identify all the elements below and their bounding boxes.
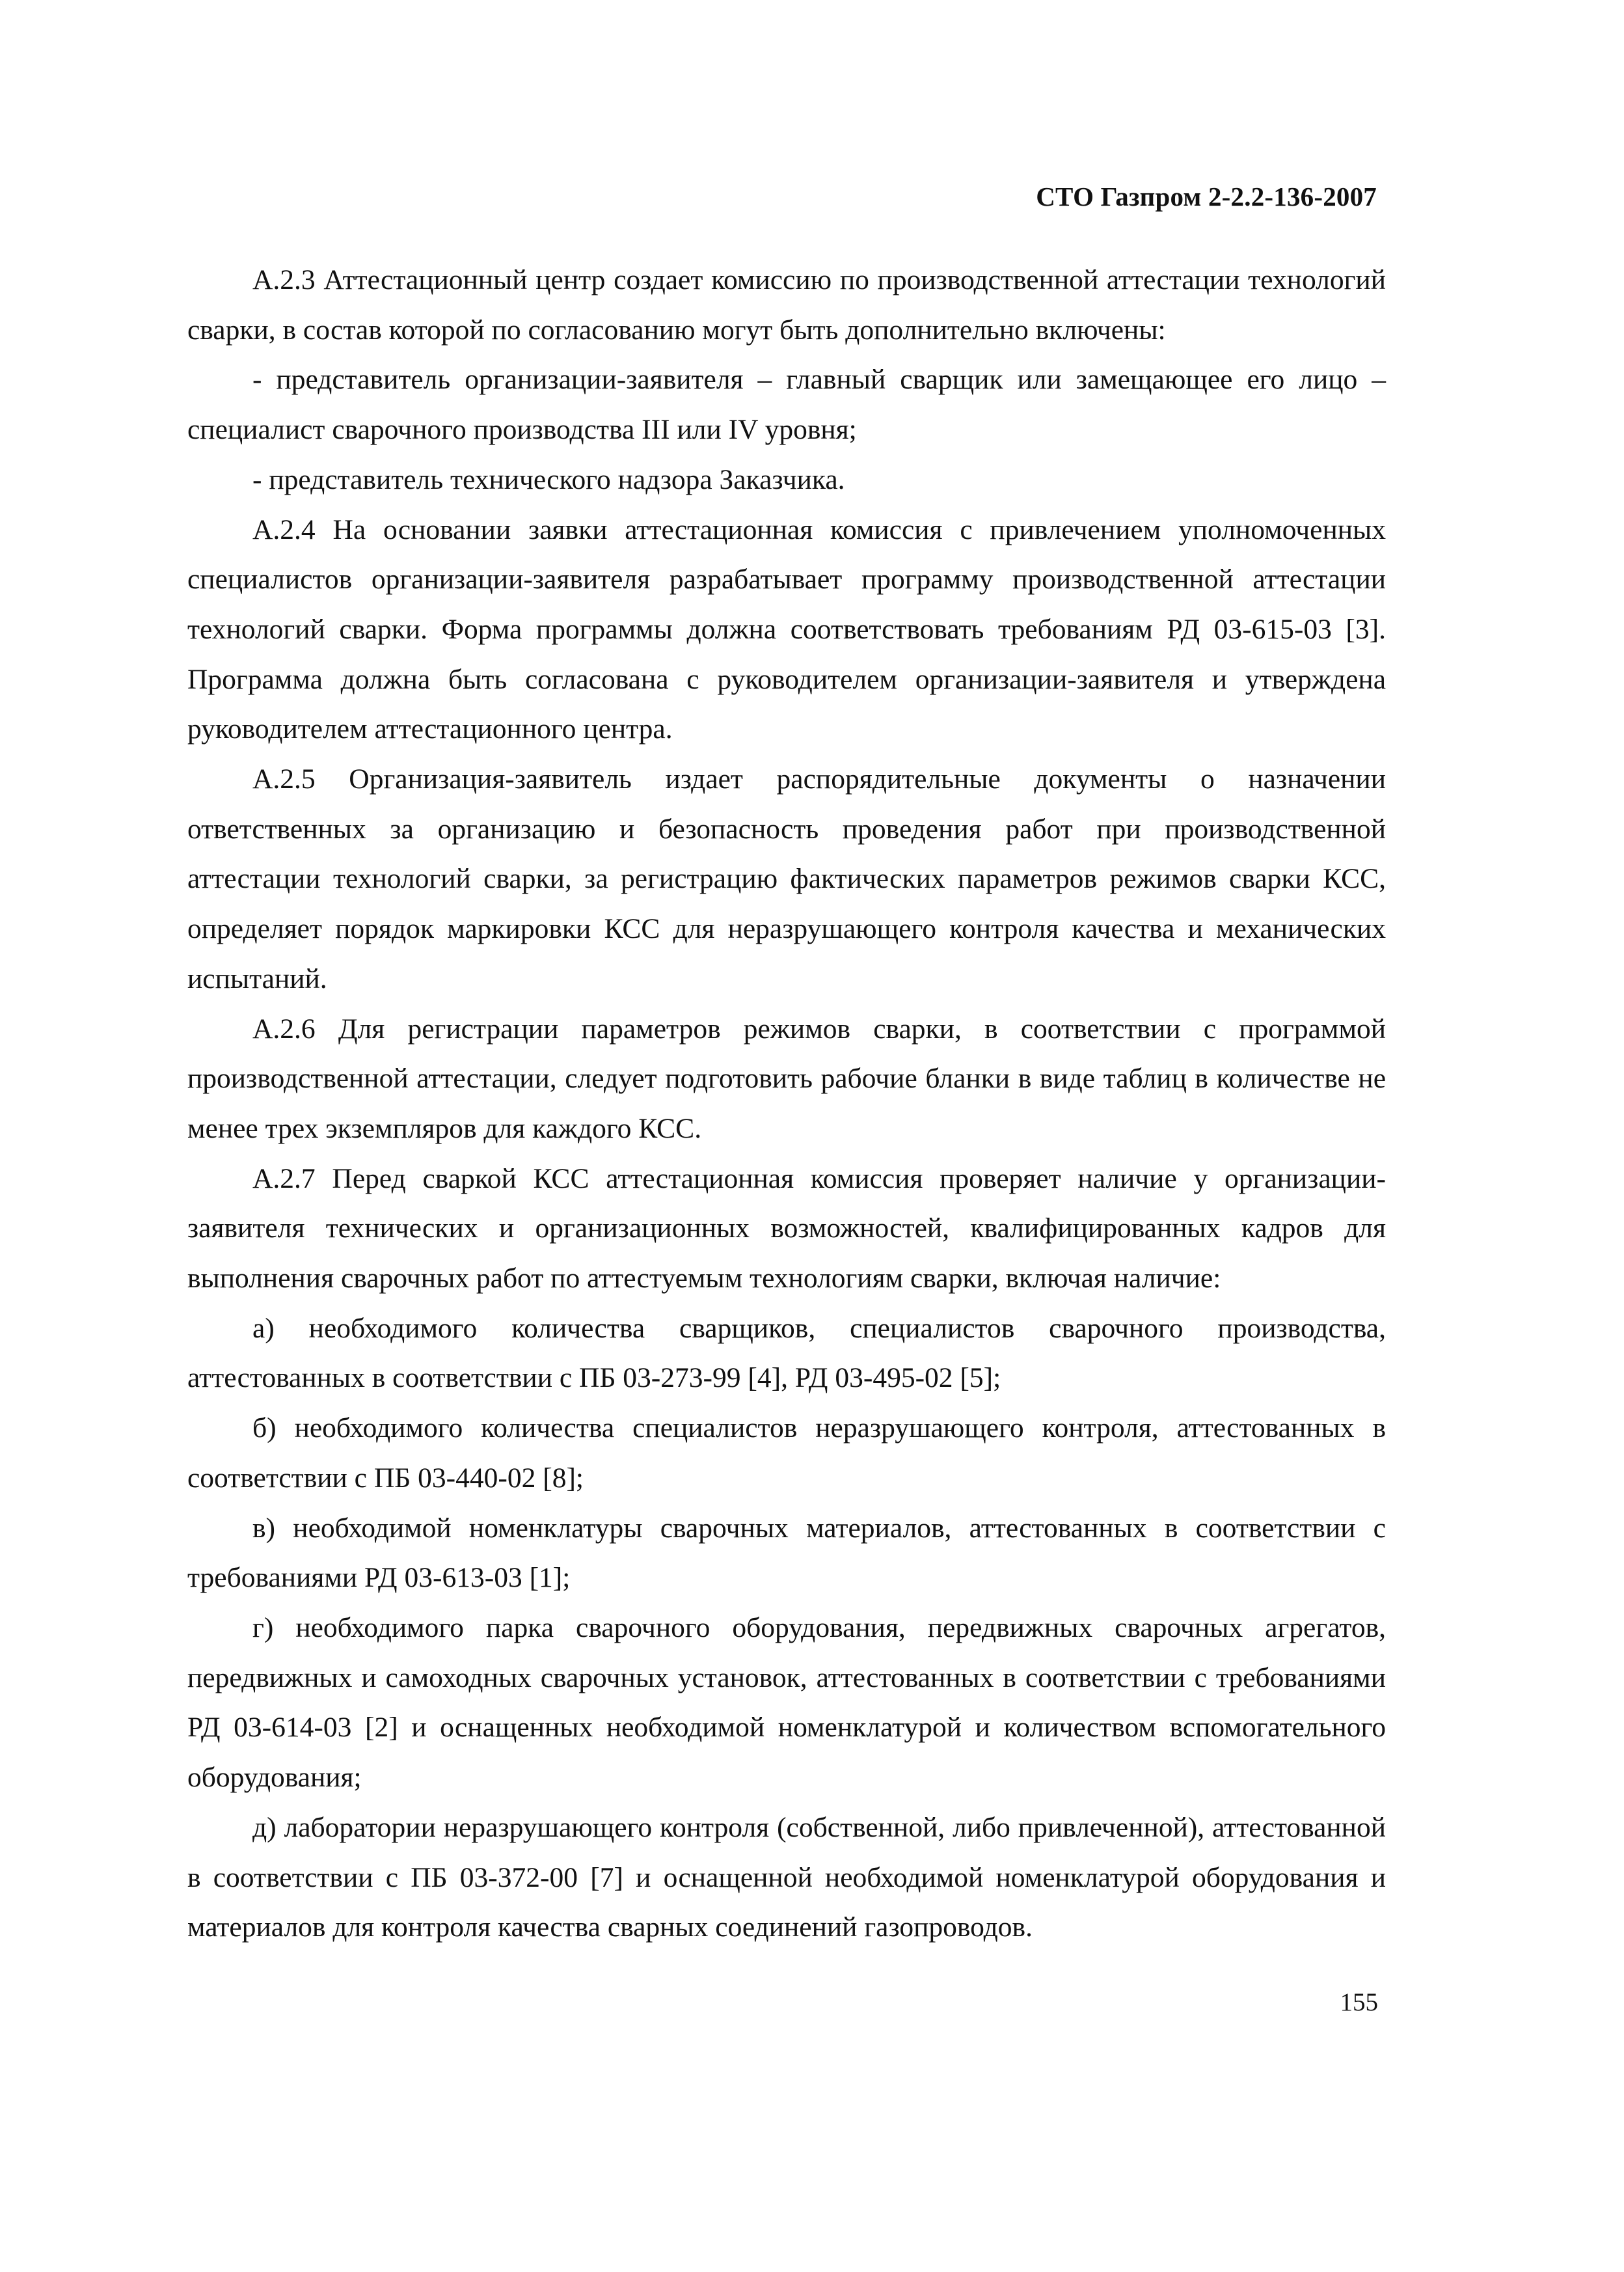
list-item-g: г) необходимого парка сварочного оборудования, передвижных сварочных агрегатов, передвижных и самоходных сварочных установок, аттестованных в соответствии с требованиями РД 03-614-03 [2] и оснащенных необходимой номенклатурой и количеством вспомогательного оборудования; <box>187 1611 1386 1794</box>
paragraph-a-2-4: А.2.4 На основании заявки аттестационная комиссия с привлечением уполномоченных специалистов организации-заявителя разрабатывает программу производственной аттестации технологий сварки. Форма программы должна соответствовать требованиям РД 03-615-03 [3]. Программа должна быть согласована с руководителем организации-заявителя и утверждена руководителем аттестационного центра. <box>187 513 1386 745</box>
paragraph-a-2-5: А.2.5 Организация-заявитель издает распорядительные документы о назначении ответственных за организацию и безопасность проведения работ при производственной аттестации технологий сварки, за регистрацию фактических параметров режимов сварки КСС, определяет порядок маркировки КСС для неразрушающего контроля качества и механических испытаний. <box>187 763 1386 994</box>
paragraph-a-2-6: А.2.6 Для регистрации параметров режимов сварки, в соответствии с программой производственной аттестации, следует подготовить рабочие бланки в виде таблиц в количестве не менее трех экземпляров для каждого КСС. <box>187 1013 1386 1144</box>
list-item-v: в) необходимой номенклатуры сварочных материалов, аттестованных в соответствии с требованиями РД 03-613-03 [1]; <box>187 1512 1386 1594</box>
paragraph-a-2-7: А.2.7 Перед сваркой КСС аттестационная комиссия проверяет наличие у организации-заявителя технических и организационных возможностей, квалифицированных кадров для выполнения сварочных работ по аттестуемым технологиям сварки, включая наличие: <box>187 1162 1386 1294</box>
document-body <box>187 255 1386 1952</box>
list-item-applicant-representative: - представитель организации-заявителя – главный сварщик или замещающее его лицо – специалист сварочного производства III или IV уровня; <box>187 364 1386 446</box>
page-number: 155 <box>1340 1988 1378 2016</box>
paragraph-a-2-3: А.2.3 Аттестационный центр создает комиссию по производственной аттестации технологий сварки, в состав которой по согласованию могут быть дополнительно включены: <box>187 264 1386 346</box>
list-item-d: д) лаборатории неразрушающего контроля (собственной, либо привлеченной), аттестованной в соответствии с ПБ 03-372-00 [7] и оснащенной необходимой номенклатурой оборудования и материалов для контроля качества сварных соединений газопроводов. <box>187 1811 1386 1943</box>
list-item-customer-supervision: - представитель технического надзора Заказчика. <box>252 463 845 495</box>
list-item-a: а) необходимого количества сварщиков, специалистов сварочного производства, аттестованных в соответствии с ПБ 03-273-99 [4], РД 03-495-02 [5]; <box>187 1312 1386 1394</box>
document-code-header: СТО Газпром 2-2.2-136-2007 <box>1036 182 1377 212</box>
list-item-b: б) необходимого количества специалистов неразрушающего контроля, аттестованных в соответствии с ПБ 03-440-02 [8]; <box>187 1412 1386 1494</box>
